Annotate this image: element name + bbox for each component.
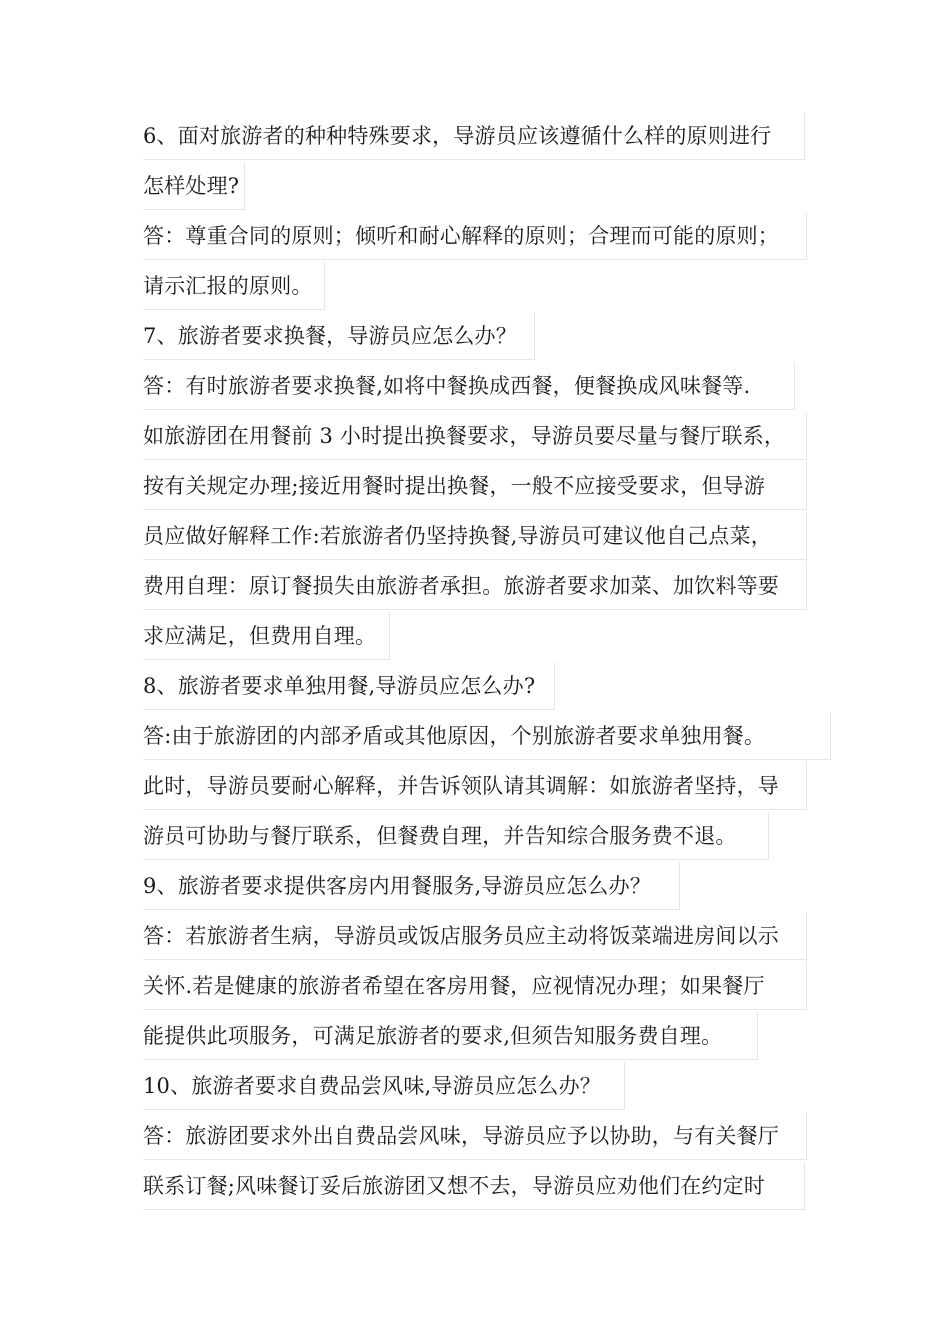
a8-line-1: 答:由于旅游团的内部矛盾或其他原因，个别旅游者要求单独用餐。 xyxy=(143,712,831,760)
a10-line-1: 答：旅游团要求外出自费品尝风味，导游员应予以协助，与有关餐厅 xyxy=(143,1112,807,1160)
a7-line-4: 员应做好解释工作:若旅游者仍坚持换餐,导游员可建议他自己点菜， xyxy=(143,512,807,560)
a9-line-2: 关怀.若是健康的旅游者希望在客房用餐，应视情况办理；如果餐厅 xyxy=(143,962,807,1010)
a7-line-5: 费用自理：原订餐损失由旅游者承担。旅游者要求加菜、加饮料等要 xyxy=(143,562,807,610)
a7-line-3: 按有关规定办理;接近用餐时提出换餐，一般不应接受要求，但导游 xyxy=(143,462,807,510)
q10-line-1: 10、旅游者要求自费品尝风味,导游员应怎么办？ xyxy=(143,1062,625,1110)
a6-line-1: 答：尊重合同的原则；倾听和耐心解释的原则；合理而可能的原则； xyxy=(143,212,807,260)
a6-line-2: 请示汇报的原则。 xyxy=(143,262,325,310)
a8-line-2: 此时，导游员要耐心解释，并告诉领队请其调解：如旅游者坚持，导 xyxy=(143,762,807,810)
a8-line-3: 游员可协助与餐厅联系，但餐费自理，并告知综合服务费不退。 xyxy=(143,812,769,860)
q9-line-1: 9、旅游者要求提供客房内用餐服务,导游员应怎么办？ xyxy=(143,862,680,910)
a7-line-6: 求应满足，但费用自理。 xyxy=(143,612,390,660)
a9-line-1: 答：若旅游者生病，导游员或饭店服务员应主动将饭菜端进房间以示 xyxy=(143,912,807,960)
q8-line-1: 8、旅游者要求单独用餐,导游员应怎么办? xyxy=(143,662,555,710)
a10-line-2: 联系订餐;风味餐订妥后旅游团又想不去，导游员应劝他们在约定时 xyxy=(143,1162,805,1210)
q6-line-2: 怎样处理? xyxy=(143,162,245,210)
a9-line-3: 能提供此项服务，可满足旅游者的要求,但须告知服务费自理。 xyxy=(143,1012,758,1060)
a7-line-2: 如旅游团在用餐前 3 小时提出换餐要求，导游员要尽量与餐厅联系， xyxy=(143,412,807,460)
q7-line-1: 7、旅游者要求换餐，导游员应怎么办？ xyxy=(143,312,535,360)
q6-line-1: 6、面对旅游者的种种特殊要求，导游员应该遵循什么样的原则进行 xyxy=(143,112,805,160)
a7-line-1: 答：有时旅游者要求换餐,如将中餐换成西餐，便餐换成风味餐等. xyxy=(143,362,795,410)
